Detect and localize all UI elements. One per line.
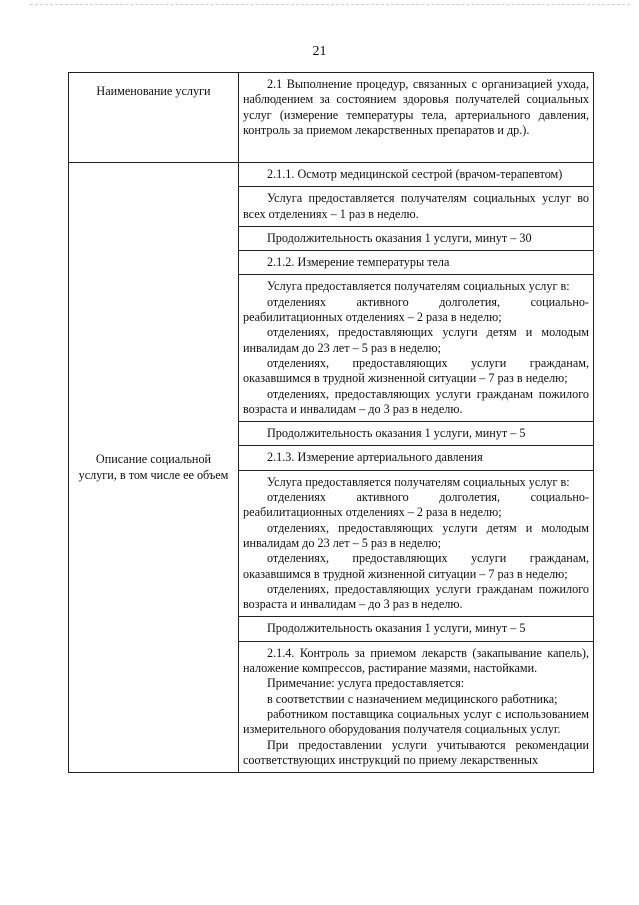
- service-description-label: Описание социальной услуги, в том числе ее объем: [69, 163, 239, 773]
- scan-artifact-line: [30, 4, 630, 11]
- service-name-text: 2.1 Выполнение процедур, связанных с организацией ухода, наблюдением за состоянием здоровья получателей социальных услуг (измерение температуры тела, артериального давления, контроль за приемом лекарственных препаратов и др.).: [239, 73, 594, 163]
- subservice-2-1-3-duration: Продолжительность оказания 1 услуги, минут – 5: [239, 617, 594, 641]
- subservice-2-1-1-title: 2.1.1. Осмотр медицинской сестрой (врачом-терапевтом): [239, 163, 594, 187]
- subservice-2-1-3-title: 2.1.3. Измерение артериального давления: [239, 446, 594, 470]
- subservice-2-1-2-frequency: Услуга предоставляется получателям социальных услуг в: отделениях активного долголетия, социально-реабилитационных отделениях – 2 раза в неделю; отделениях, предоставляющих услуги детям и молодым инвалидам до 23 лет – 5 раз в неделю; отделениях, предоставляющих услуги гражданам, оказавшимся в трудной жизненной ситуации – 7 раз в неделю; отделениях, предоставляющих услуги гражданам пожилого возраста и инвалидам – до 3 раз в неделю.: [239, 275, 594, 422]
- service-name-label: Наименование услуги: [69, 73, 239, 163]
- subservice-2-1-4-text: 2.1.4. Контроль за приемом лекарств (закапывание капель), наложение компрессов, растирание мазями, настойками. Примечание: услуга предоставляется: в соответствии с назначением медицинского работника; работником поставщика социальных услуг с использованием измерительного оборудования получателя социальных услуг. При предоставлении услуги учитываются рекомендации соответствующих инструкций по приему лекарственных: [239, 641, 594, 772]
- service-table: [68, 72, 594, 773]
- subservice-2-1-2-title: 2.1.2. Измерение температуры тела: [239, 251, 594, 275]
- page-number: 21: [312, 44, 327, 59]
- subservice-2-1-2-duration: Продолжительность оказания 1 услуги, минут – 5: [239, 422, 594, 446]
- subservice-2-1-3-frequency: Услуга предоставляется получателям социальных услуг в: отделениях активного долголетия, социально-реабилитационных отделениях – 2 раза в неделю; отделениях, предоставляющих услуги детям и молодым инвалидам до 23 лет – 5 раз в неделю; отделениях, предоставляющих услуги гражданам, оказавшимся в трудной жизненной ситуации – 7 раз в неделю; отделениях, предоставляющих услуги гражданам пожилого возраста и инвалидам – до 3 раз в неделю.: [239, 470, 594, 617]
- subservice-2-1-1-duration: Продолжительность оказания 1 услуги, минут – 30: [239, 226, 594, 250]
- subservice-2-1-1-frequency: Услуга предоставляется получателям социальных услуг во всех отделениях – 1 раз в неделю.: [239, 187, 594, 227]
- table-row: [69, 73, 594, 163]
- table-row: [69, 163, 594, 187]
